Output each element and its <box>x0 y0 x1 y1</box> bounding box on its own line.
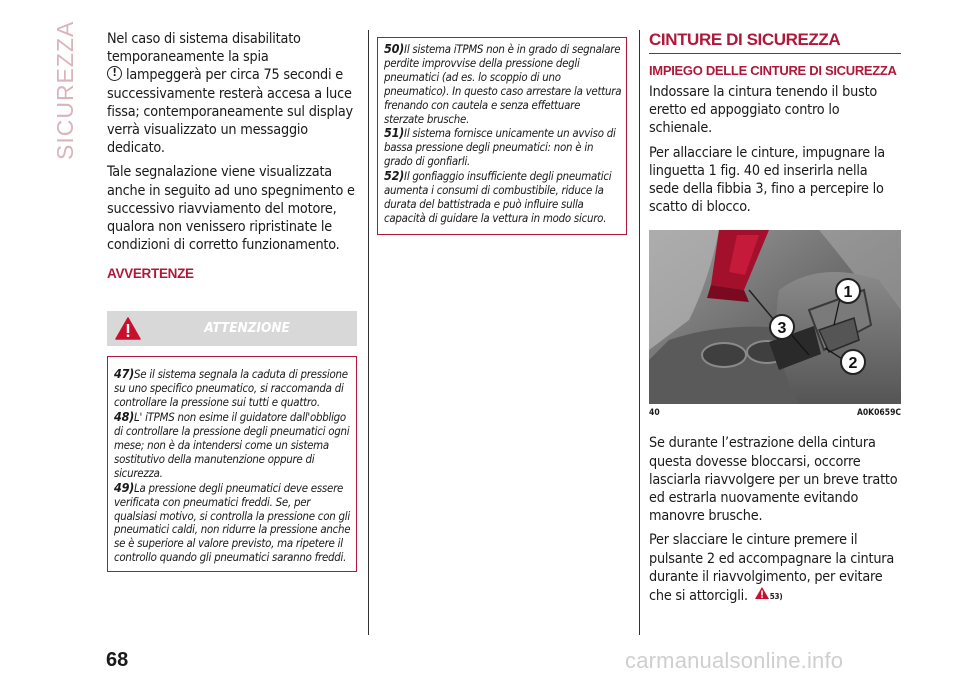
note-number: 48) <box>114 409 135 425</box>
paragraph-text: Per slacciare le cinture premere il pulsante 2 ed accompagnare la cintura durante il riavvolgimento, per evitare che si attorcigli. <box>649 532 895 605</box>
seatbelt-figure <box>649 230 901 404</box>
note-number: 50) <box>384 41 405 56</box>
section-side-title: SICUREZZA <box>52 20 78 160</box>
paragraph: Tale segnalazione viene visualizzata anche in seguito ad uno spegnimento e successivo riavviamento del motore, qualora non venissero ripristinate le condizioni di corretto funzionamento. <box>107 164 355 254</box>
tpms-warning-light-icon <box>107 66 122 81</box>
note-text: La pressione degli pneumatici deve essere verificata con pneumatici freddi. Se, per qualsiasi motivo, si controlla la pressione con gli pneumatici caldi, non ridurre la pressione anche se è superiore al valore previsto, ma ripetere il controllo quando gli pneumatici saranno freddi. <box>114 480 351 565</box>
reference-note: 53) <box>769 592 783 602</box>
reference-warning-icon <box>754 586 770 600</box>
note-item <box>384 42 623 126</box>
note-item <box>114 481 353 565</box>
callout-3 <box>770 315 794 339</box>
figure-caption <box>649 408 901 418</box>
notes-box <box>377 37 627 235</box>
paragraph: Indossare la cintura tenendo il busto eretto ed appoggiato contro lo schienale. <box>649 84 878 137</box>
heading-avvertenze: AVVERTENZE <box>107 266 194 282</box>
note-text: Se il sistema segnala la caduta di pressione su uno specifico pneumatico, si raccomanda di controllare la pressione sui tutti e quattro. <box>114 367 348 410</box>
callout-1-label: 1 <box>843 284 853 302</box>
callout-2 <box>841 350 865 374</box>
note-number: 47) <box>114 366 135 382</box>
column-middle <box>377 37 627 235</box>
seatbelt-illustration <box>649 230 901 404</box>
attention-bar <box>107 311 357 346</box>
note-item <box>114 367 353 410</box>
note-number: 52) <box>384 168 405 184</box>
figure-code: A0K0659C <box>856 408 901 419</box>
note-item <box>114 410 353 481</box>
callout-2-label: 2 <box>848 355 858 373</box>
note-text: Il sistema iTPMS non è in grado di segnalare perdite improvvise della pressione degli pneumatici (ad es. lo scoppio di uno pneumatico). In questo caso arrestare la vettura frenando con cautela e senza effettuare sterzate brusche. <box>384 42 622 126</box>
column-right <box>649 30 901 612</box>
heading-sub: IMPIEGO DELLE CINTURE DI SICUREZZA <box>649 63 897 78</box>
watermark: carmanualsonline.info <box>625 648 844 673</box>
paragraph <box>649 531 901 606</box>
page-number: 68 <box>106 649 129 671</box>
note-item <box>384 126 623 169</box>
column-divider <box>368 30 369 635</box>
note-number: 51) <box>384 125 405 141</box>
heading-main: CINTURE DI SICUREZZA <box>649 30 901 54</box>
note-text: Il gonfiaggio insufficiente degli pneumatici aumenta i consumi di combustibile, riduce la durata del battistrada e può influire sulla capacità di guidare la vettura in modo sicuro. <box>384 169 612 225</box>
figure-number: 40 <box>649 408 660 419</box>
notes-box <box>107 356 357 572</box>
paragraph: Se durante l’estrazione della cintura questa dovesse bloccarsi, occorre lasciarla riavvolgere per un breve tratto ed estrarla nuovamente evitando manovre brusche. <box>649 435 898 525</box>
callout-3-label: 3 <box>777 320 787 338</box>
paragraph: Per allacciare le cinture, impugnare la linguetta 1 fig. 40 ed inserirla nella sede della fibbia 3, fino a percepire lo scatto di blocco. <box>649 144 885 216</box>
column-divider <box>639 30 640 635</box>
attention-label: ATTENZIONE <box>204 320 290 337</box>
column-left <box>107 30 357 572</box>
note-item <box>384 169 623 226</box>
callout-1 <box>836 279 860 303</box>
note-number: 49) <box>114 479 135 495</box>
note-text: L' iTPMS non esime il guidatore dall'obbligo di controllare la pressione degli pneumatici ogni mese; non è da intendersi come un sistema sostitutivo della manutenzione oppure di sicurezza. <box>114 410 350 480</box>
paragraph <box>107 30 357 157</box>
paragraph-text: lampeggerà per circa 75 secondi e successivamente resterà accesa a luce fissa; contemporaneamente sul display verrà visualizzato un messaggio dedicato. <box>107 67 353 157</box>
note-text: Il sistema fornisce unicamente un avviso di bassa pressione degli pneumatici: non è in grado di gonfiarli. <box>384 126 616 169</box>
paragraph-text: Nel caso di sistema disabilitato temporaneamente la spia <box>107 31 301 66</box>
